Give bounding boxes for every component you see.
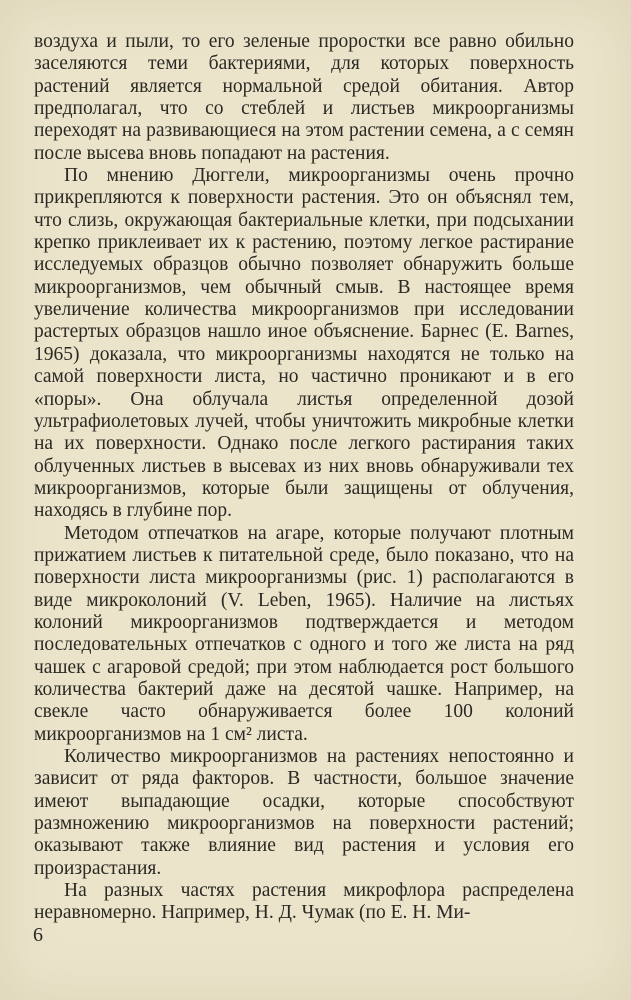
paragraph-duggeli: По мнению Дюггели, микроорганизмы очень прочно прикрепляются к поверхности растения. Это он объяснял тем, что слизь, окружающая бактериальные клетки, при подсыхании крепко приклеивает их к растению, поэтому легкое растирание исследуемых образцов обычно позволяет обнаружить больше микроорганизмов, чем обычный смыв. В настоящее время увеличение количества микроорганизмов при исследовании растертых образцов нашло иное объяснение. Барнес (E. Barnes, 1965) доказала, что микроорганизмы находятся не только на самой поверхности листа, но частично проникают и в его «поры». Она облучала листья определенной дозой ультрафиолетовых лучей, чтобы уничтожить микробные клетки на их поверхности. Однако после легкого растирания таких облученных листьев в высевах из них вновь обнаруживали тех микроорганизмов, которые были защищены от облучения, находясь в глубине пор. <box>34 165 574 522</box>
page-number: 6 <box>33 924 43 946</box>
paragraph-distribution: На разных частях растения микрофлора распределена неравномерно. Например, Н. Д. Чумак (по Е. Н. Ми- <box>34 880 574 924</box>
body-text <box>34 31 574 925</box>
paragraph-agar-prints: Методом отпечатков на агаре, которые получают плотным прижатием листьев к питательной среде, было показано, что на поверхности листа микроорганизмы (рис. 1) располагаются в виде микроколоний (V. Leben, 1965). Наличие на листьях колоний микроорганизмов подтверждается и методом последовательных отпечатков с одного и того же листа на ряд чашек с агаровой средой; при этом наблюдается рост большого количества бактерий даже на десятой чашке. Например, на свекле часто обнаруживается более 100 колоний микроорганизмов на 1 см² листа. <box>34 522 574 745</box>
paragraph-continuation: воздуха и пыли, то его зеленые проростки все равно обильно заселяются теми бактериями, для которых поверхность растений является нормальной средой обитания. Автор предполагал, что со стеблей и листьев микроорганизмы переходят на развивающиеся на этом растении семена, а с семян после высева вновь попадают на растения. <box>34 31 574 164</box>
paragraph-quantity: Количество микроорганизмов на растениях непостоянно и зависит от ряда факторов. В частности, большое значение имеют выпадающие осадки, которые способствуют размножению микроорганизмов на поверхности растений; оказывают также влияние вид растения и условия его произрастания. <box>34 746 574 879</box>
